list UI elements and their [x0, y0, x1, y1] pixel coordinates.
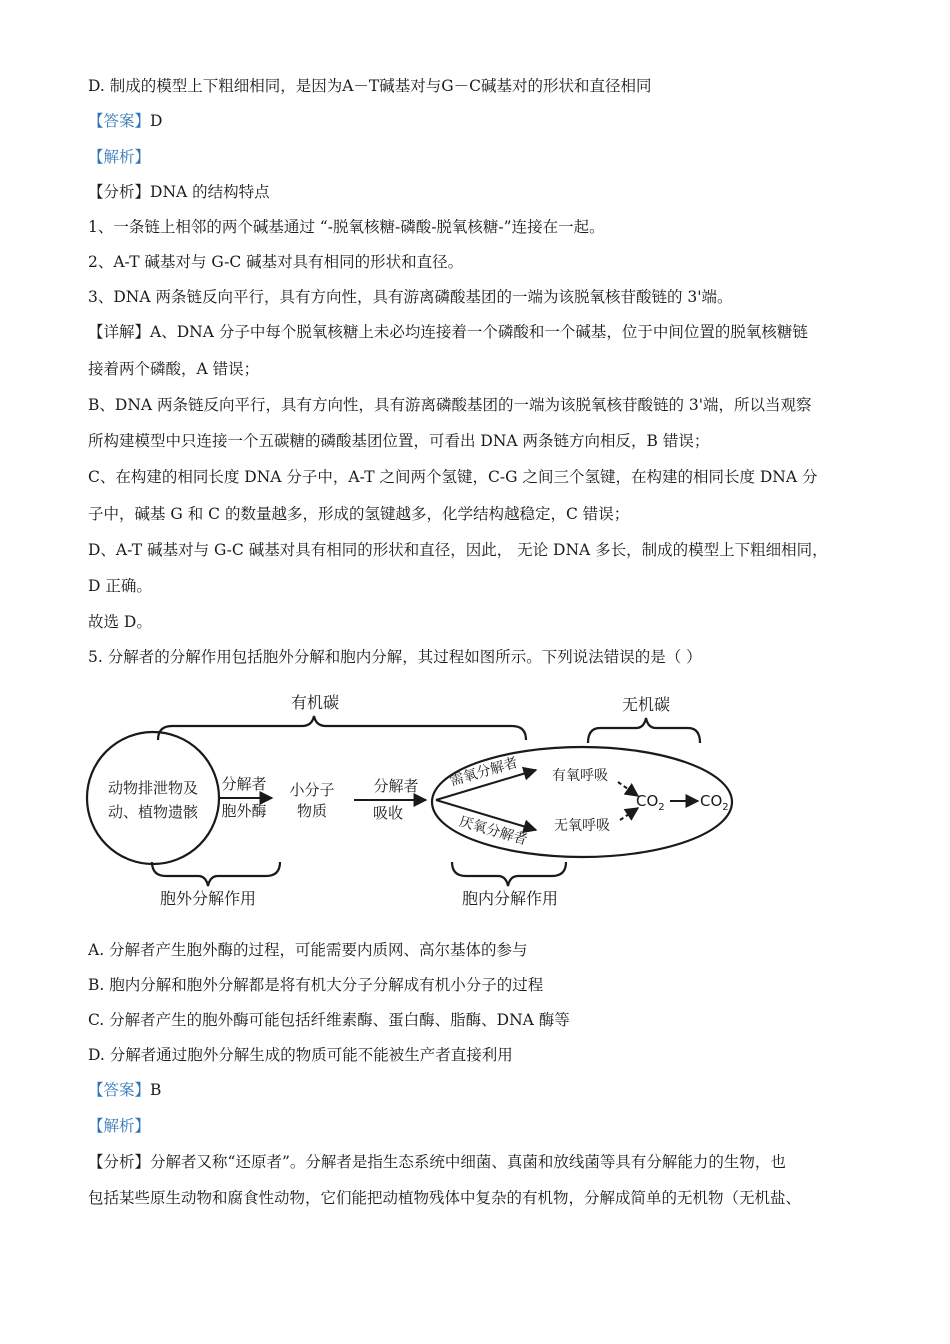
fenxi-tag: 【分析】 [88, 183, 151, 201]
q4-detail-a-line2: 接着两个磷酸，A 错误； [88, 360, 260, 378]
q4-detail-c-line1: C、在构建的相同长度 DNA 分子中，A-T 之间两个氢键，C-G 之间三个氢键，在构建的相同长度 DNA 分 [88, 468, 818, 486]
decomposition-diagram [80, 688, 800, 920]
fenxi-text: 分解者又称“还原者”。分解者是指生态系统中细菌、真菌和放线菌等具有分解能力的生物，也 [150, 1153, 786, 1171]
aerobic-decomposer-label: 需氧分解者 [448, 754, 520, 790]
q5-option-c: C. 分解者产生的胞外酶可能包括纤维素酶、蛋白酶、脂酶、DNA 酶等 [88, 1011, 570, 1029]
q4-detail-d-line2: D 正确。 [88, 577, 152, 595]
enzyme-line2: 胞外酶 [221, 802, 267, 820]
answer-tag: 【答案】 [88, 112, 151, 130]
q5-option-d: D. 分解者通过胞外分解生成的物质可能不能被生产者直接利用 [88, 1046, 513, 1064]
intracellular-label: 胞内分解作用 [461, 889, 559, 908]
answer-value: D [150, 112, 163, 130]
q4-detail-a-line1 [88, 321, 870, 343]
source-line2: 动、植物遗骸 [107, 803, 199, 821]
q5-stem: 5. 分解者的分解作用包括胞外分解和胞内分解，其过程如图所示。下列说法错误的是（ ） [88, 648, 702, 666]
q5-option-b: B. 胞内分解和胞外分解都是将有机大分子分解成有机小分子的过程 [88, 976, 544, 994]
anaerobic-decomposer-label: 厌氧分解者 [457, 813, 529, 849]
extracellular-label: 胞外分解作用 [159, 889, 257, 908]
q4-answer [88, 110, 870, 132]
source-line1: 动物排泄物及 [107, 779, 199, 797]
q4-detail-b-line1: B、DNA 两条链反向平行，具有方向性，具有游离磷酸基团的一端为该脱氧核苷酸链的 3'端，所以当观察 [88, 396, 812, 414]
q4-detail-c-line2: 子中，碱基 G 和 C 的数量越多，形成的氢键越多，化学结构越稳定，C 错误； [88, 505, 630, 523]
fenxi-text: DNA 的结构特点 [150, 183, 270, 201]
inorganic-carbon-label: 无机碳 [621, 695, 671, 714]
anaerobic-resp-label: 无氧呼吸 [554, 818, 610, 834]
detail-tag: 【详解】 [88, 323, 151, 341]
answer-tag: 【答案】 [88, 1081, 151, 1099]
enzyme-line1: 分解者 [221, 775, 267, 793]
q4-option-d: D. 制成的模型上下粗细相同，是因为A－T碱基对与G－C碱基对的形状和直径相同 [88, 77, 652, 95]
q4-detail-b-line2: 所构建模型中只连接一个五碳糖的磷酸基团位置，可看出 DNA 两条链方向相反，B 错误； [88, 432, 710, 450]
organic-carbon-label: 有机碳 [290, 693, 340, 712]
absorb-line1: 分解者 [373, 777, 419, 795]
inorganic-carbon-brace [588, 718, 700, 743]
aerobic-resp-label: 有氧呼吸 [552, 768, 608, 784]
q4-detail-d-line1: D、A-T 碱基对与 G-C 碱基对具有相同的形状和直径，因此， 无论 DNA 多长，制成的模型上下粗细相同， [88, 541, 828, 559]
co2-inner-label: $CO_2$ [636, 792, 665, 813]
absorb-line2: 吸收 [372, 804, 404, 822]
q4-fenxi [88, 181, 870, 203]
organic-carbon-brace [158, 716, 526, 740]
q4-conclusion: 故选 D。 [88, 613, 152, 631]
q5-fenxi-line1 [88, 1151, 870, 1173]
detail-a-text: A、DNA 分子中每个脱氧核糖上未必均连接着一个磷酸和一个碱基，位于中间位置的脱氧核糖链 [150, 323, 808, 341]
small-molecule-line2: 物质 [296, 802, 328, 820]
q5-fenxi-line2: 包括某些原生动物和腐食性动物，它们能把动植物残体中复杂的有机物，分解成简单的无机物（无机盐、 [88, 1189, 802, 1207]
q5-answer [88, 1079, 870, 1101]
q5-option-a: A. 分解者产生胞外酶的过程，可能需要内质网、高尔基体的参与 [88, 941, 528, 959]
aerobic-to-co2-arrow [618, 782, 638, 796]
q4-analysis-tag: 【解析】 [88, 148, 151, 166]
extracellular-brace [152, 862, 280, 886]
co2-outer-label: $CO_2$ [700, 792, 729, 813]
q4-point-3: 3、DNA 两条链反向平行，具有方向性，具有游离磷酸基团的一端为该脱氧核苷酸链的 3'端。 [88, 288, 733, 306]
q4-point-1: 1、一条链上相邻的两个碱基通过 “-脱氧核糖-磷酸-脱氧核糖-”连接在一起。 [88, 218, 605, 236]
intracellular-brace [452, 862, 566, 886]
answer-value: B [150, 1081, 162, 1099]
q5-analysis-tag: 【解析】 [88, 1117, 151, 1135]
small-molecule-line1: 小分子 [289, 781, 335, 799]
source-circle [87, 732, 219, 864]
fenxi-tag: 【分析】 [88, 1153, 151, 1171]
q4-point-2: 2、A-T 碱基对与 G-C 碱基对具有相同的形状和直径。 [88, 253, 464, 271]
